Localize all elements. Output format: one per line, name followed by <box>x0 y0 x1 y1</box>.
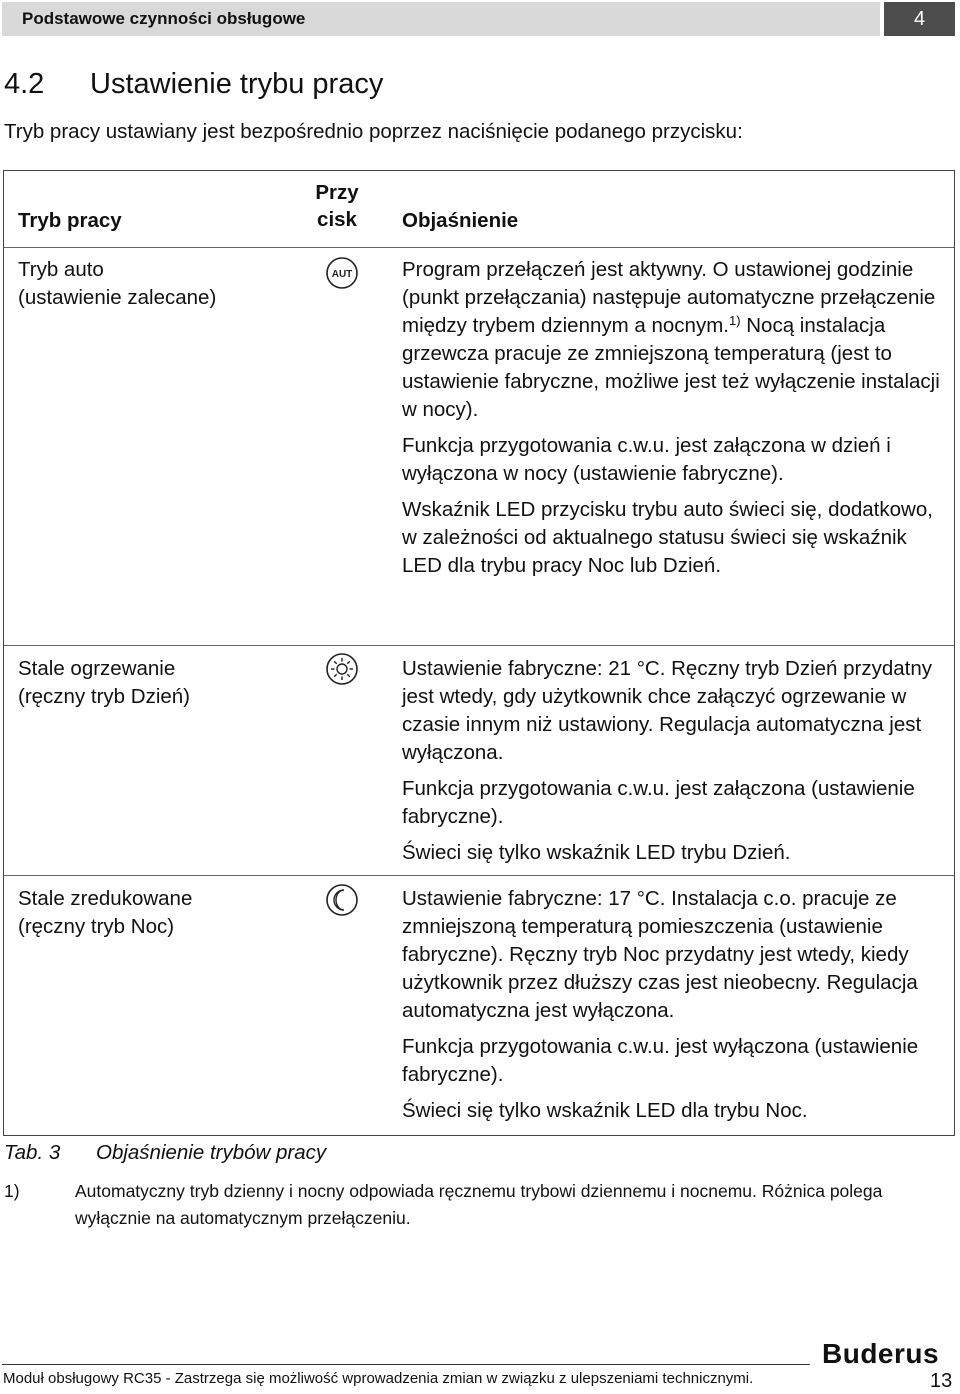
row-night-p2: Funkcja przygotowania c.w.u. jest wyłączona (ustawienie fabryczne). <box>402 1035 919 1086</box>
row-auto-p3: Wskaźnik LED przycisku trybu auto świeci się, dodatkowo, w zależności od aktualnego statusu świeci się wskaźnik LED dla trybu pracy Noc lub Dzień. <box>402 498 933 577</box>
header-button-line2: cisk <box>317 208 357 231</box>
page-header <box>2 2 955 36</box>
footnote-ref: 1) <box>728 313 741 328</box>
row-day-mode-line2: (ręczny tryb Dzień) <box>18 684 191 708</box>
row-day-mode <box>18 655 190 710</box>
caption-text: Objaśnienie trybów pracy <box>96 1141 327 1164</box>
footnote-text: Automatyczny tryb dzienny i nocny odpowiada ręcznemu trybowi dziennemu i nocnemu. Różnica polega wyłącznie na automatycznym przełączeniu. <box>75 1181 883 1228</box>
row-night-mode-line2: (ręczny tryb Noc) <box>18 914 175 938</box>
row-auto-mode-line1: Tryb auto <box>18 258 104 281</box>
footer-divider <box>2 1364 810 1365</box>
row-auto-p1-text: Program przełączeń jest aktywny. O ustawionej godzinie (punkt przełączania) następuje automatyczne przełączenie między trybem dziennym a nocnym. <box>402 258 936 337</box>
row-night-p3: Świeci się tylko wskaźnik LED dla trybu Noc. <box>402 1099 808 1122</box>
aut-icon-label: AUT <box>331 269 353 280</box>
row-auto-p1-cont: Nocą instalacja grzewcza pracuje ze zmniejszoną temperaturą (jest to ustawienie fabryczne, możliwe jest też wyłączenie instalacji w nocy). <box>402 314 940 421</box>
section-number: 4.2 <box>4 68 45 100</box>
row-auto-explanation <box>402 256 947 588</box>
section-title: Ustawienie trybu pracy <box>90 68 384 100</box>
caption-label: Tab. 3 <box>4 1141 61 1164</box>
footnote-mark: 1) <box>4 1181 20 1201</box>
row-day-p3: Świeci się tylko wskaźnik LED trybu Dzień. <box>402 841 791 864</box>
sun-button-icon[interactable] <box>324 651 360 687</box>
row-day-explanation <box>402 655 947 875</box>
section-heading <box>4 68 383 101</box>
row-divider <box>4 875 954 876</box>
header-title: Podstawowe czynności obsługowe <box>2 2 880 36</box>
header-explanation: Objaśnienie <box>402 209 519 232</box>
section-intro: Tryb pracy ustawiany jest bezpośrednio poprzez naciśnięcie podanego przycisku: <box>4 120 743 143</box>
page-number: 13 <box>930 1370 953 1392</box>
row-auto-p1 <box>402 256 947 424</box>
footer-text: Moduł obsługowy RC35 - Zastrzega się możliwość wprowadzenia zmian w związku z ulepszeniami technicznymi. <box>3 1370 754 1387</box>
row-night-p1: Ustawienie fabryczne: 17 °C. Instalacja c.o. pracuje ze zmniejszoną temperaturą pomieszczenia (ustawienie fabryczne). Ręczny tryb Noc przydatny jest wtedy, kiedy użytkownik przez dłuższy czas jest nieobecny. Regulacja automatyczna jest wyłączona. <box>402 887 918 1022</box>
moon-button-icon[interactable] <box>324 882 360 918</box>
row-day-mode-line1: Stale ogrzewanie <box>18 657 176 680</box>
row-auto-mode-line2: (ustawienie zalecane) <box>18 285 217 309</box>
brand-logo: Buderus <box>822 1338 940 1369</box>
table-caption <box>4 1141 326 1165</box>
header-button <box>314 179 360 233</box>
row-day-p1: Ustawienie fabryczne: 21 °C. Ręczny tryb Dzień przydatny jest wtedy, gdy użytkownik chce załączyć ogrzewanie w czasie innym niż ustawiony. Regulacja automatyczna jest wyłączona. <box>402 657 933 764</box>
header-button-line1: Przy <box>315 181 359 204</box>
header-divider <box>4 247 954 248</box>
row-day-p2: Funkcja przygotowania c.w.u. jest załączona (ustawienie fabryczne). <box>402 777 915 828</box>
row-auto-p2: Funkcja przygotowania c.w.u. jest załączona w dzień i wyłączona w nocy (ustawienie fabryczne). <box>402 434 891 485</box>
modes-table <box>3 170 955 1136</box>
row-night-explanation <box>402 885 947 1133</box>
footnote <box>4 1178 954 1232</box>
row-auto-mode <box>18 256 216 311</box>
aut-button-icon[interactable] <box>324 255 360 291</box>
row-night-mode-line1: Stale zredukowane <box>18 887 193 910</box>
header-mode: Tryb pracy <box>18 209 122 232</box>
row-divider <box>4 645 954 646</box>
row-night-mode <box>18 885 192 940</box>
chapter-number: 4 <box>884 2 955 36</box>
